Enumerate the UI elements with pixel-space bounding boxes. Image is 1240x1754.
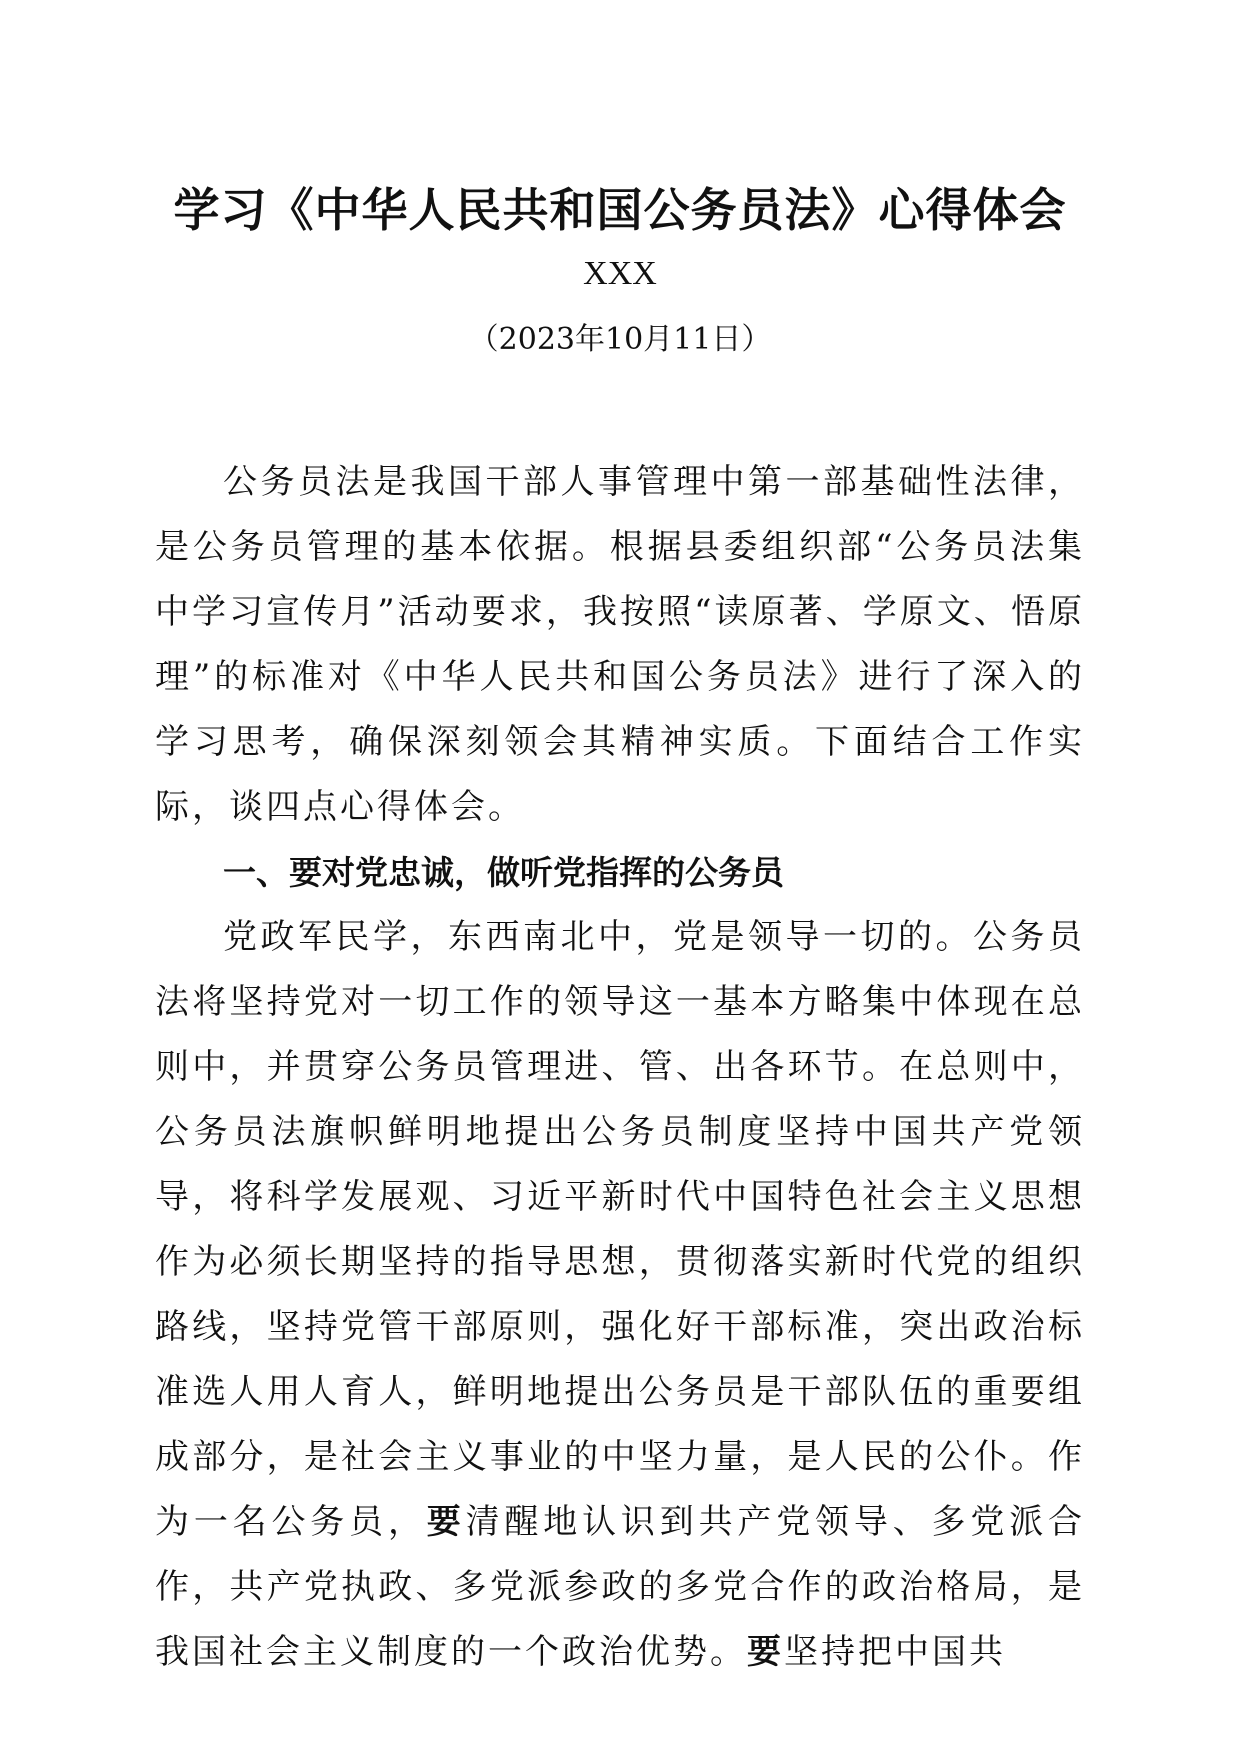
document-title: 学习《中华人民共和国公务员法》心得体会 — [173, 183, 1067, 237]
section-1-text-b: 清醒地认识到共产党领导、多党派合作，共产党执政、多党派参政的多党合作的政治格局，是我国社会主义制度的一个政治优势。 — [155, 1502, 1086, 1672]
section-1-paragraph — [155, 905, 1085, 1685]
document-date: （2023年10月11日） — [468, 322, 772, 357]
section-1-emphasis-2: 要 — [747, 1632, 784, 1672]
section-1-emphasis-1: 要 — [426, 1502, 466, 1542]
section-1-text-c: 坚持把中国共 — [784, 1632, 1006, 1672]
document-author: XXX — [583, 255, 657, 292]
section-1-text-a: 党政军民学，东西南北中，党是领导一切的。公务员法将坚持党对一切工作的领导这一基本方略集中体现在总则中，并贯穿公务员管理进、管、出各环节。在总则中，公务员法旗帜鲜明地提出公务员制度坚持中国共产党领导，将科学发展观、习近平新时代中国特色社会主义思想作为必须长期坚持的指导思想，贯彻落实新时代党的组织路线，坚持党管干部原则，强化好干部标准，突出政治标准选人用人育人，鲜明地提出公务员是干部队伍的重要组成部分，是社会主义事业的中坚力量，是人民的公仆。作为一名公务员， — [155, 917, 1085, 1542]
section-1-heading: 一、要对党忠诚，做听党指挥的公务员 — [223, 853, 784, 892]
intro-paragraph: 公务员法是我国干部人事管理中第一部基础性法律，是公务员管理的基本依据。根据县委组织部“公务员法集中学习宣传月”活动要求，我按照“读原著、学原文、悟原理”的标准对《中华人民共和国公务员法》进行了深入的学习思考，确保深刻领会其精神实质。下面结合工作实际，谈四点心得体会。 — [155, 462, 1085, 827]
document-body — [155, 450, 1085, 1685]
